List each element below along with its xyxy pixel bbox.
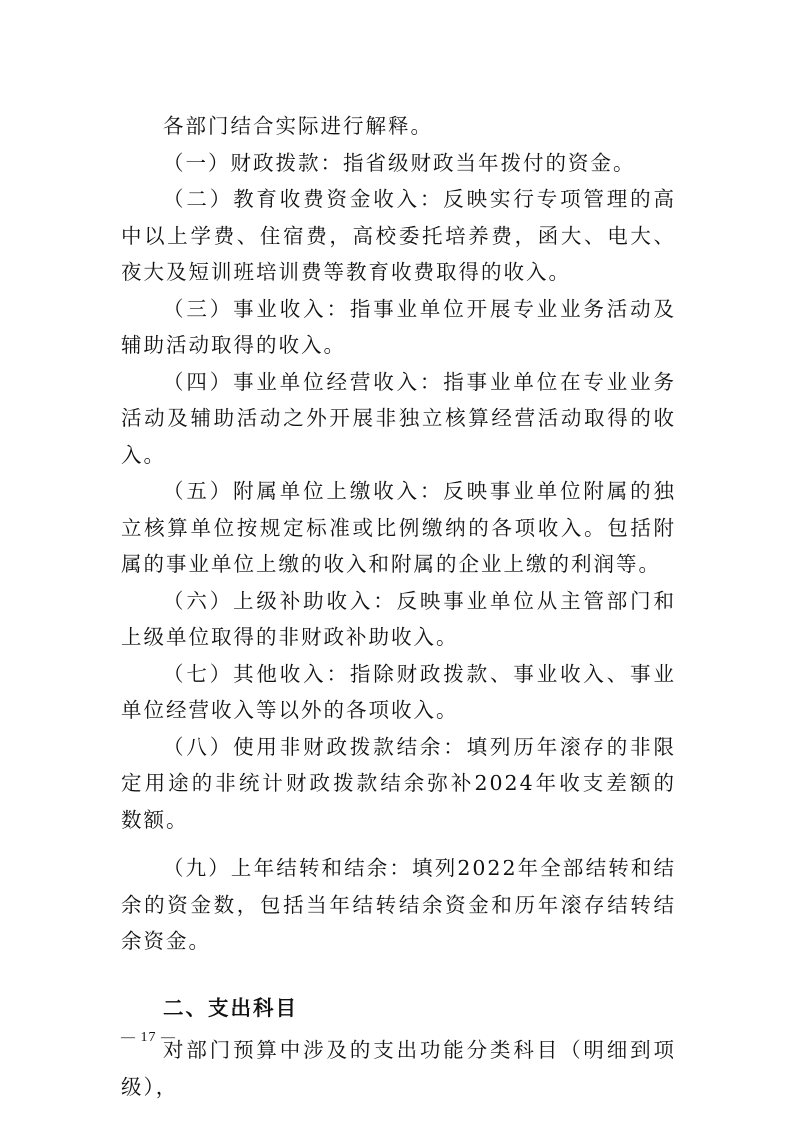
paragraph-other-income: （七）其他收入：指除财政拨款、事业收入、事业单位经营收入等以外的各项收入。	[121, 661, 676, 722]
paragraph-education-fees: （二）教育收费资金收入：反映实行专项管理的高中以上学费、住宿费，高校委托培养费，函大、电大、夜大及短训班培训费等教育收费取得的收入。	[121, 187, 676, 284]
page-number: — 17 —	[121, 1030, 176, 1045]
paragraph-continuation: 各部门结合实际进行解释。	[163, 114, 433, 138]
paragraph-non-fiscal-balance: （八）使用非财政拨款结余：填列历年滚存的非限定用途的非统计财政拨款结余弥补2024年收支差额的数额。	[121, 734, 676, 832]
paragraph-superior-subsidy: （六）上级补助收入：反映事业单位从主管部门和上级单位取得的非财政补助收入。	[121, 588, 676, 649]
paragraph-operating-income: （四）事业单位经营收入：指事业单位在专业业务活动及辅助活动之外开展非独立核算经营活动取得的收入。	[121, 369, 676, 467]
paragraph-expenditure-intro: 对部门预算中涉及的支出功能分类科目（明细到项级），	[121, 1038, 676, 1099]
section-heading: 二、支出科目	[163, 995, 298, 1020]
paragraph-affiliated-income: （五）附属单位上缴收入：反映事业单位附属的独立核算单位按规定标准或比例缴纳的各项收入。包括附属的事业单位上缴的收入和附属的企业上缴的利润等。	[121, 479, 676, 576]
paragraph-carryover: （九）上年结转和结余：填列2022年全部结转和结余的资金数，包括当年结转结余资金和历年滚存结转结余资金。	[121, 856, 676, 953]
document-body	[121, 108, 676, 1105]
paragraph-fiscal-appropriation: （一）财政拨款：指省级财政当年拨付的资金。	[163, 150, 636, 175]
paragraph-business-income: （三）事业收入：指事业单位开展专业业务活动及辅助活动取得的收入。	[121, 296, 676, 357]
